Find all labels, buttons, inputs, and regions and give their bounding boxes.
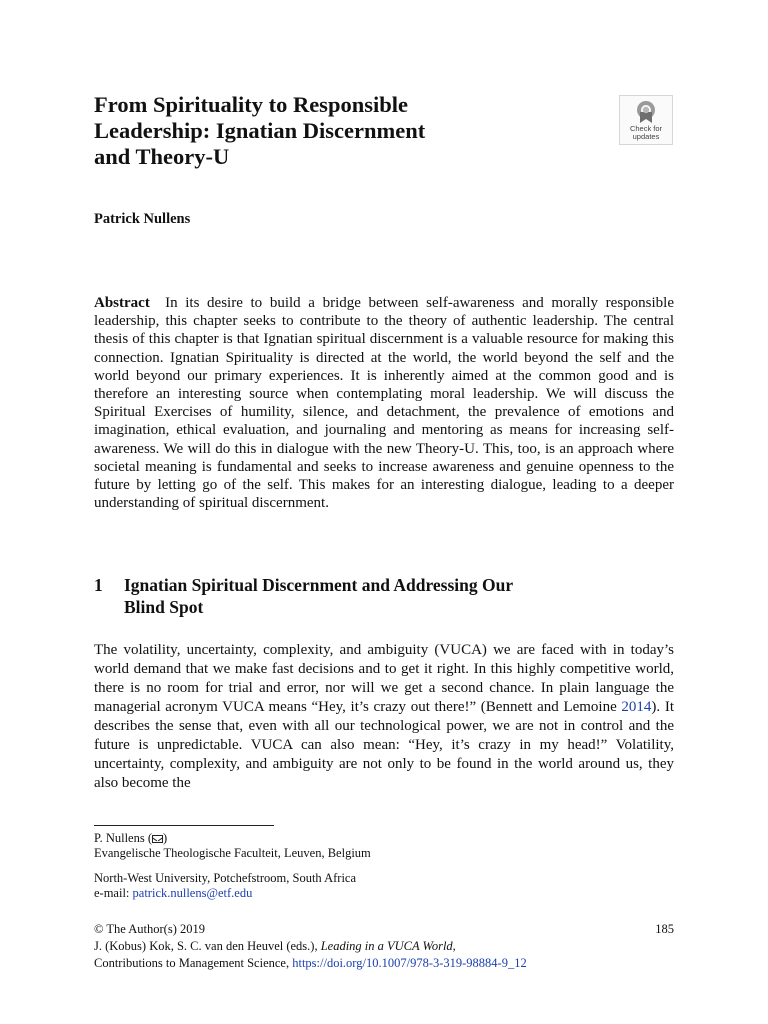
section-title-line-2: Blind Spot: [124, 597, 204, 617]
page-number: 185: [655, 922, 674, 936]
section-title-line-1: Ignatian Spiritual Discernment and Addressing Our: [124, 575, 514, 595]
author-footnote-2: [94, 871, 674, 901]
title-line-2: Leadership: Ignatian Discernment: [94, 118, 426, 143]
book-title-end: ,: [452, 939, 456, 953]
footnote-affiliation-2: North-West University, Potchefstroom, South Africa: [94, 871, 357, 885]
section-heading: [94, 574, 674, 618]
badge-text-line-2: updates: [632, 132, 660, 141]
editors-line: J. (Kobus) Kok, S. C. van den Heuvel (eds.),: [94, 939, 321, 953]
citation-link[interactable]: 2014: [621, 699, 652, 715]
series-line: Contributions to Management Science,: [94, 956, 293, 970]
author-name: Patrick Nullens: [94, 211, 191, 227]
abstract-text: In its desire to build a bridge between self-awareness and morally responsible leadership, this chapter seeks to contribute to the theory of authentic leadership. The central thesis of this chapter is that Ignatian spiritual discernment is a valuable resource for making this connection. Ignatian Spirituality is directed at the world, the world beyond the self and the world beyond our primary experiences. It is inherently aimed at the common good and is therefore an interesting source when contemplating moral leadership. We will discuss the Spiritual Exercises of humility, silence, and detachment, the prevalence of emotions and imagination, ethical evaluation, and journaling and mentoring as means for increasing self-awareness. We will do this in dialogue with the new Theory-U. This, too, is an approach where societal meaning is fundamental and seeks to increase awareness and genuine openness to the future by letting go of the self. This makes for an interesting dialogue, leading to a deeper understanding of spiritual discernment.: [94, 295, 674, 512]
body-text-part-2: ). It describes the sense that, even with all our technological power, we are not in control and the future is unpredictable. VUCA can also mean: “Hey, it’s crazy in my head!” Volatility, uncertainty, complexity, and ambiguity are not only to be found in the world around us, they also become the: [94, 699, 674, 791]
copyright-line: © The Author(s) 2019: [94, 922, 205, 936]
email-link[interactable]: patrick.nullens@etf.edu: [132, 886, 253, 900]
publication-footer: [94, 921, 674, 972]
bookmark-check-icon: [634, 100, 658, 124]
author-footnote: [94, 831, 674, 861]
footnote-author-name-close: ): [163, 831, 168, 845]
body-text-part-1: The volatility, uncertainty, complexity, and ambiguity (VUCA) we are faced with in today’s world demand that we make fast decisions and to get it right. In this highly competitive world, there is no room for trial and error, nor will we get a second chance. In plain language the managerial acronym VUCA means “Hey, it’s crazy out there!” (Bennett and Lemoine: [94, 642, 674, 715]
title-line-1: From Spirituality to Responsible: [94, 92, 408, 117]
email-label: e-mail:: [94, 886, 133, 900]
doi-link[interactable]: https://doi.org/10.1007/978-3-319-98884-9_12: [292, 956, 527, 970]
title-line-3: and Theory-U: [94, 144, 230, 169]
footnote-divider: [94, 825, 274, 826]
body-paragraph: [94, 641, 674, 793]
abstract-label: Abstract: [94, 295, 150, 311]
check-for-updates-badge[interactable]: [619, 95, 673, 145]
section-number: 1: [94, 575, 103, 595]
footnote-affiliation-1: Evangelische Theologische Faculteit, Leuven, Belgium: [94, 846, 371, 860]
chapter-title: [94, 92, 614, 170]
badge-text-line-1: Check for: [629, 124, 663, 133]
book-title: Leading in a VUCA World: [320, 939, 453, 953]
footnote-author-name: P. Nullens (: [94, 831, 152, 845]
abstract: [94, 294, 674, 512]
mail-icon: [152, 835, 163, 843]
